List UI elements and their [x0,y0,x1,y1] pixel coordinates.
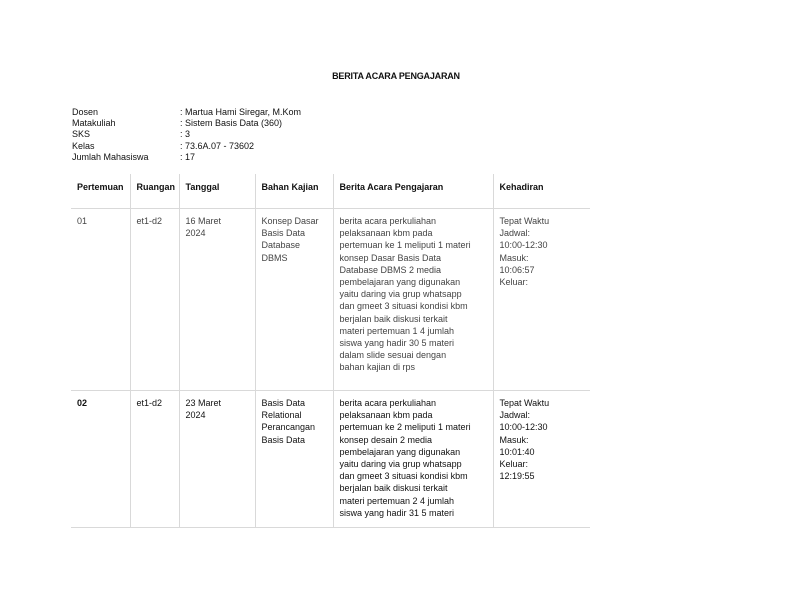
meta-row-matakuliah [72,118,301,129]
berita-acara-line: konsep Dasar Basis Data [339,252,442,263]
tanggal-line: 23 Maret [185,398,222,408]
cell-ruangan [130,209,179,391]
cell-pertemuan [71,391,130,528]
meta-label: SKS [72,129,91,140]
bahan-kajian-line: DBMS [261,252,288,263]
cell-berita-acara [333,209,493,391]
meta-row-kelas [72,141,301,152]
kehadiran-line: Jadwal: [499,228,531,239]
tanggal-line: 2024 [185,228,206,239]
tanggal-line: 2024 [185,410,206,421]
header-ruangan: Ruangan [130,174,179,209]
pertemuan-number: 02 [77,398,88,408]
cell-ruangan [130,391,179,528]
berita-acara-line: yaitu daring via grup whatsapp [339,459,462,470]
header-kehadiran: Kehadiran [493,174,590,209]
kehadiran-line: Tepat Waktu [499,398,550,408]
berita-acara-line: pelaksanaan kbm pada [339,410,433,421]
meta-row-jumlah-mahasiswa [72,152,301,163]
kehadiran-line: Jadwal: [499,410,531,421]
bahan-kajian-line: Konsep Dasar [261,216,319,226]
report-table [71,174,590,528]
berita-acara-line: materi pertemuan 1 4 jumlah [339,325,455,336]
meta-row-sks [72,129,301,140]
meta-label: Matakuliah [72,118,116,129]
meta-row-dosen [72,107,301,118]
kehadiran-line: Masuk: [499,252,529,263]
document-title: BERITA ACARA PENGAJARAN [332,71,460,81]
ruangan-text: et1-d2 [136,398,163,408]
berita-acara-line: dan gmeet 3 situasi kondisi kbm [339,301,468,312]
header-bahan-kajian: Bahan Kajian [255,174,333,209]
berita-acara-line: pembelajaran yang digunakan [339,446,461,457]
meta-label: Kelas [72,140,95,151]
berita-acara-line: bahan kajian di rps [339,362,416,373]
table-row [71,391,590,528]
header-berita-acara: Berita Acara Pengajaran [333,174,493,209]
meta-label: Dosen [72,107,99,117]
berita-acara-line: pertemuan ke 1 meliputi 1 materi [339,240,471,251]
berita-acara-line: Database DBMS 2 media [339,264,442,275]
berita-acara-line: berjalan baik diskusi terkait [339,483,448,494]
meta-value: : 3 [180,129,191,140]
kehadiran-line: Masuk: [499,434,529,445]
cell-tanggal [179,209,255,391]
kehadiran-line: 12:19:55 [499,471,535,482]
tanggal-line: 16 Maret [185,216,222,226]
kehadiran-line: 10:00-12:30 [499,240,548,251]
meta-value: : 73.6A.07 - 73602 [180,140,255,151]
berita-acara-line: berjalan baik diskusi terkait [339,313,448,324]
course-info [72,107,301,163]
kehadiran-line: Keluar: [499,277,529,288]
berita-acara-line: berita acara perkuliahan [339,216,437,226]
table-header-row [71,174,590,209]
kehadiran-line: Keluar: [499,459,529,470]
cell-pertemuan [71,209,130,391]
header-pertemuan: Pertemuan [77,182,124,192]
meta-value: : Martua Hami Siregar, M.Kom [180,107,302,117]
bahan-kajian-line: Basis Data [261,228,306,239]
kehadiran-line: Tepat Waktu [499,216,550,226]
berita-acara-line: konsep desain 2 media [339,434,433,445]
cell-bahan-kajian [255,391,333,528]
meta-value: : Sistem Basis Data (360) [180,118,283,129]
berita-acara-line: dalam slide sesuai dengan [339,350,447,361]
berita-acara-line: siswa yang hadir 30 5 materi [339,338,455,349]
berita-acara-line: berita acara perkuliahan [339,398,437,408]
meta-value: : 17 [180,151,196,162]
table-row [71,209,590,391]
bahan-kajian-line: Basis Data [261,398,306,408]
cell-kehadiran [493,391,590,528]
kehadiran-line: 10:00-12:30 [499,422,548,433]
cell-bahan-kajian [255,209,333,391]
kehadiran-line: 10:01:40 [499,446,535,457]
berita-acara-line: siswa yang hadir 31 5 materi [339,507,455,518]
ruangan-text: et1-d2 [136,216,163,226]
pertemuan-number: 01 [77,216,88,226]
bahan-kajian-line: Relational [261,410,302,421]
berita-acara-line: materi pertemuan 2 4 jumlah [339,495,455,506]
berita-acara-line: pembelajaran yang digunakan [339,277,461,288]
berita-acara-line: dan gmeet 3 situasi kondisi kbm [339,471,468,482]
berita-acara-line: yaitu daring via grup whatsapp [339,289,462,300]
cell-kehadiran [493,209,590,391]
bahan-kajian-line: Basis Data [261,434,306,445]
meta-label: Jumlah Mahasiswa [72,151,149,162]
bahan-kajian-line: Perancangan [261,422,316,433]
kehadiran-line: 10:06:57 [499,264,535,275]
cell-tanggal [179,391,255,528]
header-tanggal: Tanggal [179,174,255,209]
bahan-kajian-line: Database [261,240,301,251]
berita-acara-line: pertemuan ke 2 meliputi 1 materi [339,422,471,433]
berita-acara-line: pelaksanaan kbm pada [339,228,433,239]
cell-berita-acara [333,391,493,528]
